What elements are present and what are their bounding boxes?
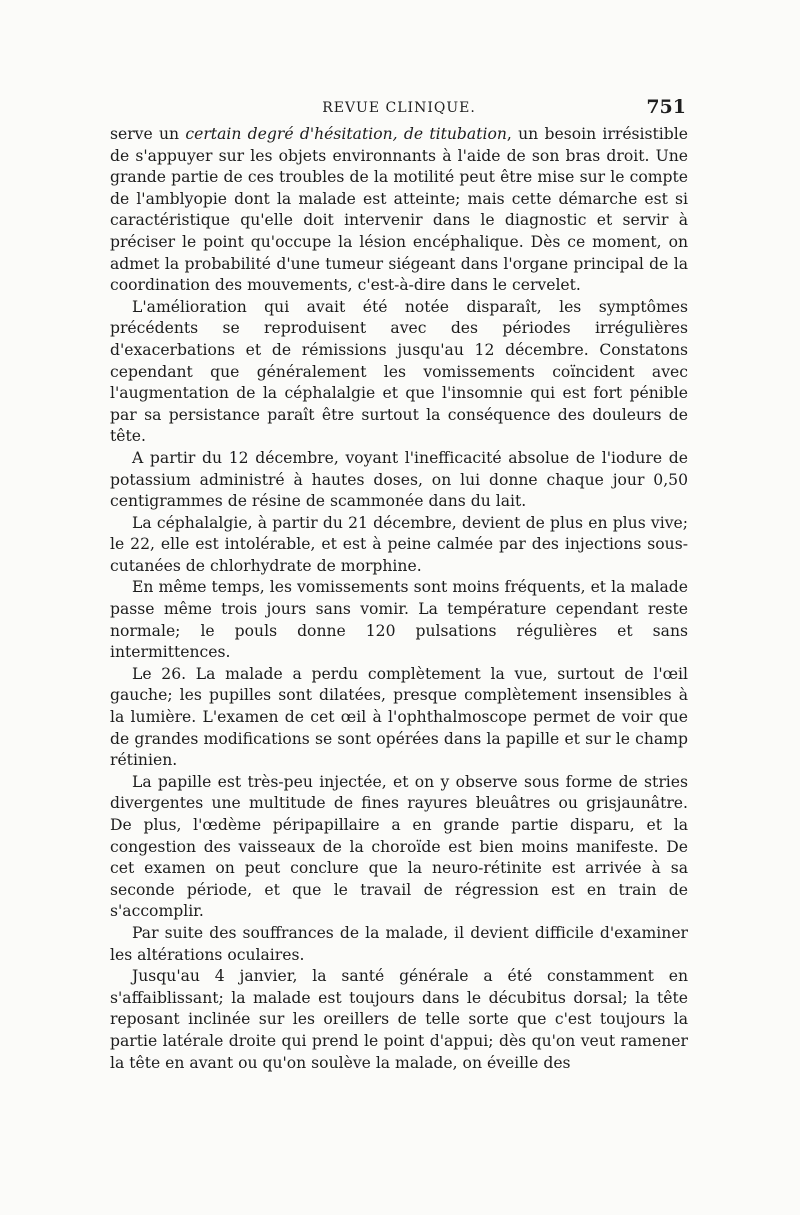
page-number: 751 [646,96,686,118]
page-header [112,96,686,120]
paragraph-2: L'amélioration qui avait été notée disparaît, les symptômes précédents se reproduisent avec des périodes irrégulières d'exacerbations et de rémissions jusqu'au 12 décembre. Constatons cependant que généralement les vomissements coïncident avec l'augmentation de la céphalalgie et que l'insomnie qui est fort pénible par sa persistance paraît être surtout la conséquence des douleurs de tête. [110,297,688,446]
body-text [110,124,688,1074]
paragraph-1-start: serve un [110,125,186,143]
paragraph-5: En même temps, les vomissements sont moins fréquents, et la malade passe même trois jours sans vomir. La température cependant reste normale; le pouls donne 120 pulsations régulières et sans intermittences. [110,578,688,662]
paragraph-6: Le 26. La malade a perdu complètement la vue, surtout de l'œil gauche; les pupilles sont dilatées, presque complètement insensibles à la lumière. L'examen de cet œil à l'ophthalmoscope permet de voir que de grandes modifications se sont opérées dans la papille et sur le champ rétinien. [110,664,688,770]
paragraph-3: A partir du 12 décembre, voyant l'inefficacité absolue de l'iodure de potassium administré à hautes doses, on lui donne chaque jour 0,50 centigrammes de résine de scammonée dans du lait. [110,448,688,511]
paragraph-8: Par suite des souffrances de la malade, il devient difficile d'examiner les altérations oculaires. [110,923,688,964]
paragraph-4: La céphalalgie, à partir du 21 décembre, devient de plus en plus vive; le 22, elle est intolérable, et est à peine calmée par des injections sous-cutanées de chlorhydrate de morphine. [110,513,688,575]
running-title: REVUE CLINIQUE. [322,100,476,116]
paragraph-9: Jusqu'au 4 janvier, la santé générale a été constamment en s'affaiblissant; la malade est toujours dans le décubitus dorsal; la tête reposant inclinée sur les oreillers de telle sorte que c'est toujours la partie latérale droite qui prend le point d'appui; dès qu'on veut ramener la tête en avant ou qu'on soulève la malade, on éveille des [110,967,688,1072]
paragraph-1-end: , un besoin irrésistible de s'appuyer sur les objets environnants à l'aide de son bras droit. Une grande partie de ces troubles de la motilité peut être mise sur le compte de l'amblyopie dont la malade est atteinte; mais cette démarche est si caractéristique qu'elle doit intervenir dans le diagnostic et servir à préciser le point qu'occupe la lésion encéphalique. Dès ce moment, on admet la probabilité d'une tumeur siégeant dans l'organe principal de la coordination des mouvements, c'est-à-dire dans le cervelet. [110,125,688,295]
paragraph-1-italic: certain degré d'hésitation, de titubation [185,125,507,143]
paragraph-1 [110,124,688,297]
paragraph-7: La papille est très-peu injectée, et on y observe sous forme de stries divergentes une multitude de fines rayures bleuâtres ou grisjaunâtre. De plus, l'œdème péripapillaire a en grande partie disparu, et la congestion des vaisseaux de la choroïde est bien moins manifeste. De cet examen on peut conclure que la neuro-rétinite est arrivée à sa seconde période, et que le travail de régression est en train de s'accomplir. [110,772,688,921]
